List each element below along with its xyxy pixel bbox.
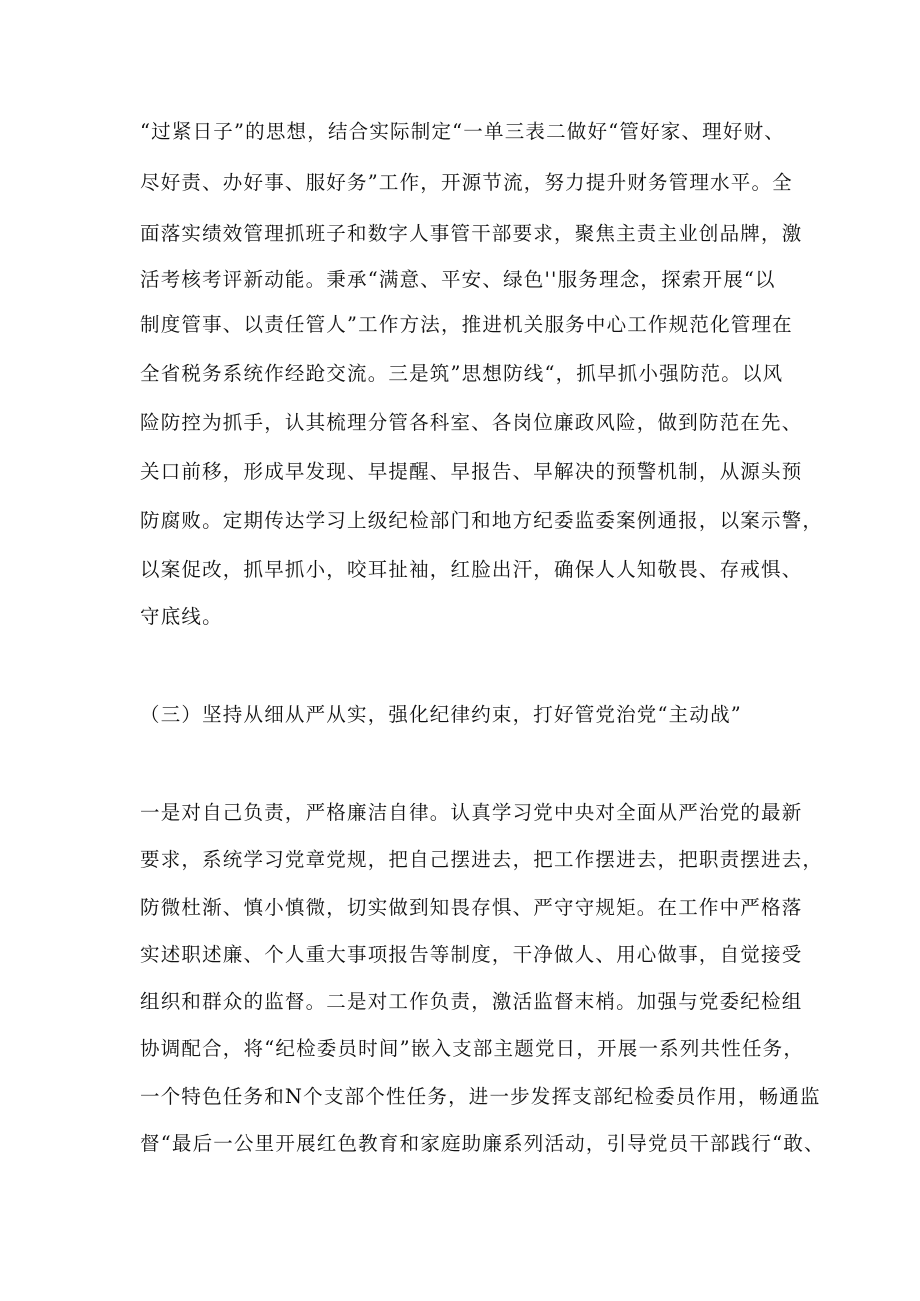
paragraph-2-line-2: 要求，系统学习党章党规，把自己摆进去，把工作摆进去，把职责摆进去，	[140, 848, 824, 871]
paragraph-2-line-5: 组织和群众的监督。二是对工作负责，激活监督末梢。加强与党委纪检组	[140, 990, 803, 1013]
paragraph-1-line-3: 面落实绩效管理抓班子和数字人事管干部要求，聚焦主责主业创品牌，激	[140, 222, 803, 245]
paragraph-1-line-2: 尽好责、办好事、服好务”工作，开源节流，努力提升财务管理水平。全	[140, 171, 793, 194]
paragraph-2-line-6: 协调配合，将“纪检委员时间”嵌入支部主题党日，开展一系列共性任务，	[140, 1037, 805, 1060]
paragraph-2-line-8: 督“最后一公里开展红色教育和家庭助廉系列活动，引导党员干部践行“敢、	[140, 1132, 825, 1155]
paragraph-1-line-5: 制度管事、以责任管人”工作方法，推进机关服务中心工作规范化管理在	[140, 313, 793, 336]
section-heading: （三）坚持从细从严从实，强化纪律约束，打好管党治党“主动战”	[140, 703, 742, 726]
paragraph-1-line-10: 以案促改，抓早抓小，咬耳扯袖，红脸出汗，确保人人知敬畏、存戒惧、	[140, 558, 803, 581]
paragraph-1-line-4: 活考核考评新动能。秉承“满意、平安、绿色''服务理念，探索开展“以	[140, 268, 776, 291]
paragraph-1-line-11: 守底线。	[140, 605, 223, 628]
paragraph-2-line-1: 一是对自己负责，严格廉洁自律。认真学习党中央对全面从严治党的最新	[140, 801, 803, 824]
paragraph-2-line-4: 实述职述廉、个人重大事项报告等制度，干净做人、用心做事，自觉接受	[140, 943, 803, 966]
paragraph-1-line-8: 关口前移，形成早发现、早提醒、早报告、早解决的预警机制，从源头预	[140, 460, 803, 483]
paragraph-2-line-7: 一个特色任务和N个支部个性任务，进一步发挥支部纪检委员作用，畅通监	[140, 1085, 821, 1108]
paragraph-1-line-1: “过紧日子”的思想，结合实际制定“一单三表二做好“管好家、理好财、	[140, 120, 785, 143]
paragraph-1-line-7: 险防控为抓手，认其梳理分管各科室、各岗位廉政风险，做到防范在先、	[140, 411, 803, 434]
paragraph-1-line-6: 全省税务系统作经跄交流。三是筑”思想防线“，抓早抓小强防范。以风	[140, 362, 784, 385]
paragraph-2-line-3: 防微杜渐、慎小慎微，切实做到知畏存惧、严守守规矩。在工作中严格落	[140, 896, 803, 919]
paragraph-1-line-9: 防腐败。定期传达学习上级纪检部门和地方纪委监委案例通报，以案示警，	[140, 509, 824, 532]
